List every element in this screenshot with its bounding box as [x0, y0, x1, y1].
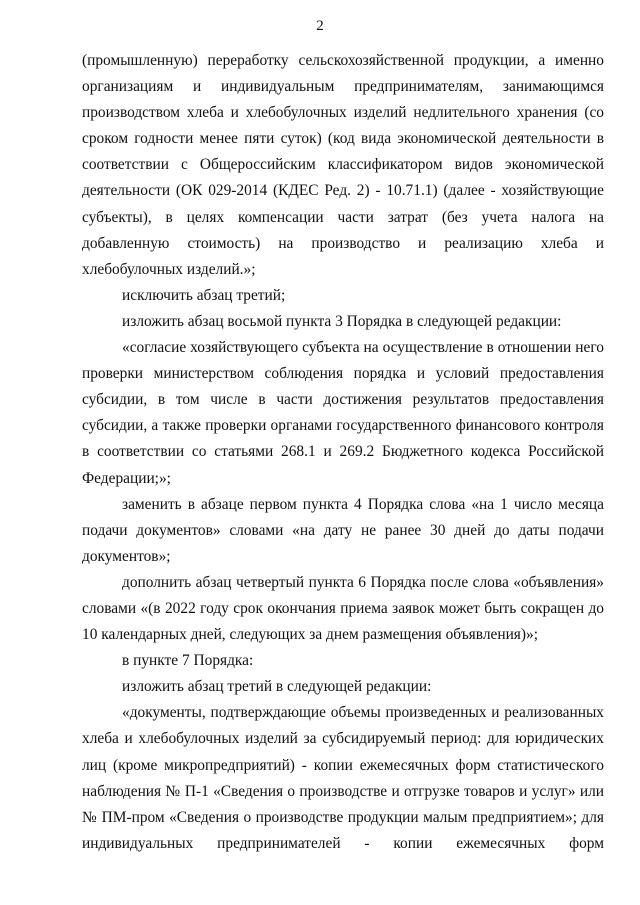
paragraph-supplement: дополнить абзац четвертый пункта 6 Порядка после слова «объявления» словами «(в 2022 году срок окончания приема заявок может быть сокращен до 10 календарных дней, следующих за днем размещения объявления)»; [82, 573, 604, 644]
paragraph-amend-third: изложить абзац третий в следующей редакции: [122, 678, 432, 696]
paragraph-clause-7: в пункте 7 Порядка: [122, 652, 254, 670]
paragraph-amend-eighth: изложить абзац восьмой пункта 3 Порядка в следующей редакции: [122, 312, 562, 330]
paragraph-documents-quote: «документы, подтверждающие объемы произведенных и реализованных хлеба и хлебобулочных изделий за субсидируемый период: для юридических лиц (кроме микропредприятий) - копии ежемесячных форм статистического наблюдения № П-1 «Сведения о производстве и отгрузке товаров и услуг» или № ПМ-пром «Сведения о производстве продукции малым предприятием»; для индивидуальных предпринимателей - копии ежемесячных форм [82, 704, 604, 852]
paragraph-continuation: (промышленную) переработку сельскохозяйственной продукции, а именно организациям и индивидуальным предпринимателям, занимающимся производством хлеба и хлебобулочных изделий недлительного хранения (со сроком годности менее пяти суток) (код вида экономической деятельности в соответствии с Общероссийским классификатором видов экономической деятельности (ОК 029-2014 (КДЕС Ред. 2) - 10.71.1) (далее - хозяйствующие субъекты), в целях компенсации части затрат (без учета налога на добавленную стоимость) на производство и реализацию хлеба и хлебобулочных изделий.»; [82, 52, 604, 278]
document-body [82, 48, 604, 857]
paragraph-exclude-third: исключить абзац третий; [122, 286, 286, 304]
paragraph-replace-words: заменить в абзаце первом пункта 4 Порядка слова «на 1 число месяца подачи документов» словами «на дату не ранее 30 дней до даты подачи документов»; [82, 495, 604, 565]
page-number: 2 [316, 18, 324, 34]
paragraph-consent-quote: «согласие хозяйствующего субъекта на осуществление в отношении него проверки министерством соблюдения порядка и условий предоставления субсидии, в том числе в части достижения результатов предоставления субсидии, а также проверки органами государственного финансового контроля в соответствии со статьями 268.1 и 269.2 Бюджетного кодекса Российской Федерации;»; [82, 339, 604, 487]
